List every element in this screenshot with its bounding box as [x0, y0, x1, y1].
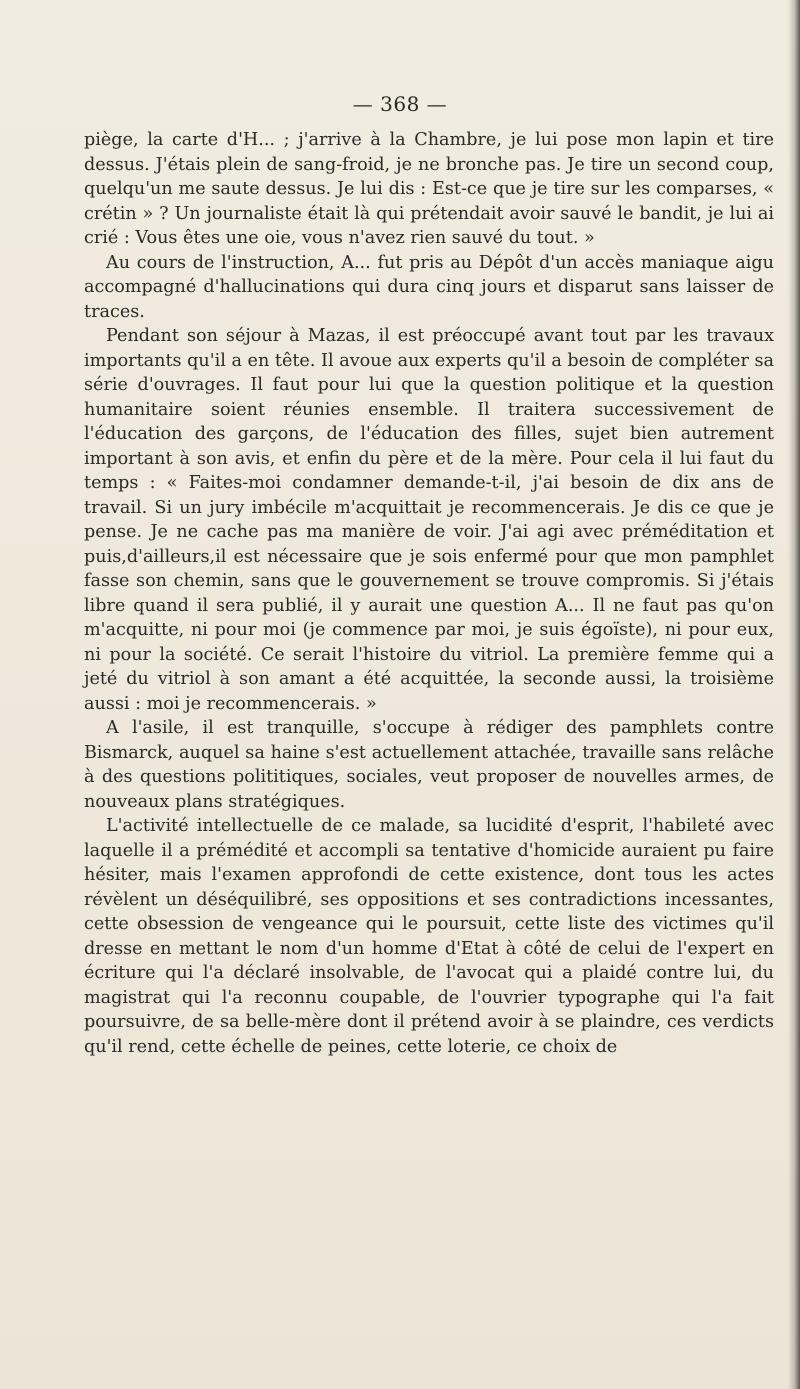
paragraph-1: piège, la carte d'H... ; j'arrive à la Chambre, je lui pose mon lapin et tire dessus. J'étais plein de sang-froid, je ne bronche pas. Je tire un second coup, quelqu'un me saute dessus. Je lui dis : Est-ce que je tire sur les comparses, « crétin » ? Un journaliste était là qui prétendait avoir sauvé le bandit, je lui ai crié : Vous êtes une oie, vous n'avez rien sauvé du tout. »	[84, 130, 774, 248]
body-text	[84, 128, 774, 1059]
page-number: — 368 —	[352, 92, 448, 116]
page-binding-shadow	[788, 0, 800, 1389]
paragraph-4: A l'asile, il est tranquille, s'occupe à rédiger des pamphlets contre Bismarck, auquel sa haine s'est actuellement attachée, travaille sans relâche à des questions polititiques, sociales, veut proposer de nouvelles armes, de nouveaux plans stratégiques.	[84, 718, 774, 812]
paragraph-5: L'activité intellectuelle de ce malade, sa lucidité d'esprit, l'habileté avec laquelle il a prémédité et accompli sa tentative d'homicide auraient pu faire hésiter, mais l'examen approfondi de cette existence, dont tous les actes révèlent un déséquilibré, ses oppositions et ses contradictions incessantes, cette obsession de vengeance qui le poursuit, cette liste des victimes qu'il dresse en mettant le nom d'un homme d'Etat à côté de celui de l'expert en écriture qui l'a déclaré insolvable, de l'avocat qui a plaidé contre lui, du magistrat qui l'a reconnu coupable, de l'ouvrier typographe qui l'a fait poursuivre, de sa belle-mère dont il prétend avoir à se plaindre, ces verdicts qu'il rend, cette échelle de peines, cette loterie, ce choix de	[84, 816, 774, 1057]
paragraph-2: Au cours de l'instruction, A... fut pris au Dépôt d'un accès maniaque aigu accompagné d'hallucinations qui dura cinq jours et disparut sans laisser de traces.	[84, 252, 774, 322]
paragraph-3: Pendant son séjour à Mazas, il est préoccupé avant tout par les travaux importants qu'il a en tête. Il avoue aux experts qu'il a besoin de compléter sa série d'ouvrages. Il faut pour lui que la question politique et la question humanitaire soient réunies ensemble. Il traitera successivement de l'éducation des garçons, de l'éducation des filles, sujet bien autrement important à son avis, et enfin du père et de la mère. Pour cela il lui faut du temps : « Faites-moi condamner demande-t-il, j'ai besoin de dix ans de travail. Si un jury imbécile m'acquittait je recommencerais. Je dis ce que je pense. Je ne cache pas ma manière de voir. J'ai agi avec préméditation et puis,d'ailleurs,il est nécessaire que je sois enfermé pour que mon pamphlet fasse son chemin, sans que le gouvernement se trouve compromis. Si j'étais libre quand il sera publié, il y aurait une question A... Il ne faut pas qu'on m'acquitte, ni pour moi (je commence par moi, je suis égoïste), ni pour eux, ni pour la société. Ce serait l'histoire du vitriol. La première femme qui a jeté du vitriol à son amant a été acquittée, la seconde aussi, la troisième aussi : moi je recommencerais. »	[84, 326, 774, 714]
